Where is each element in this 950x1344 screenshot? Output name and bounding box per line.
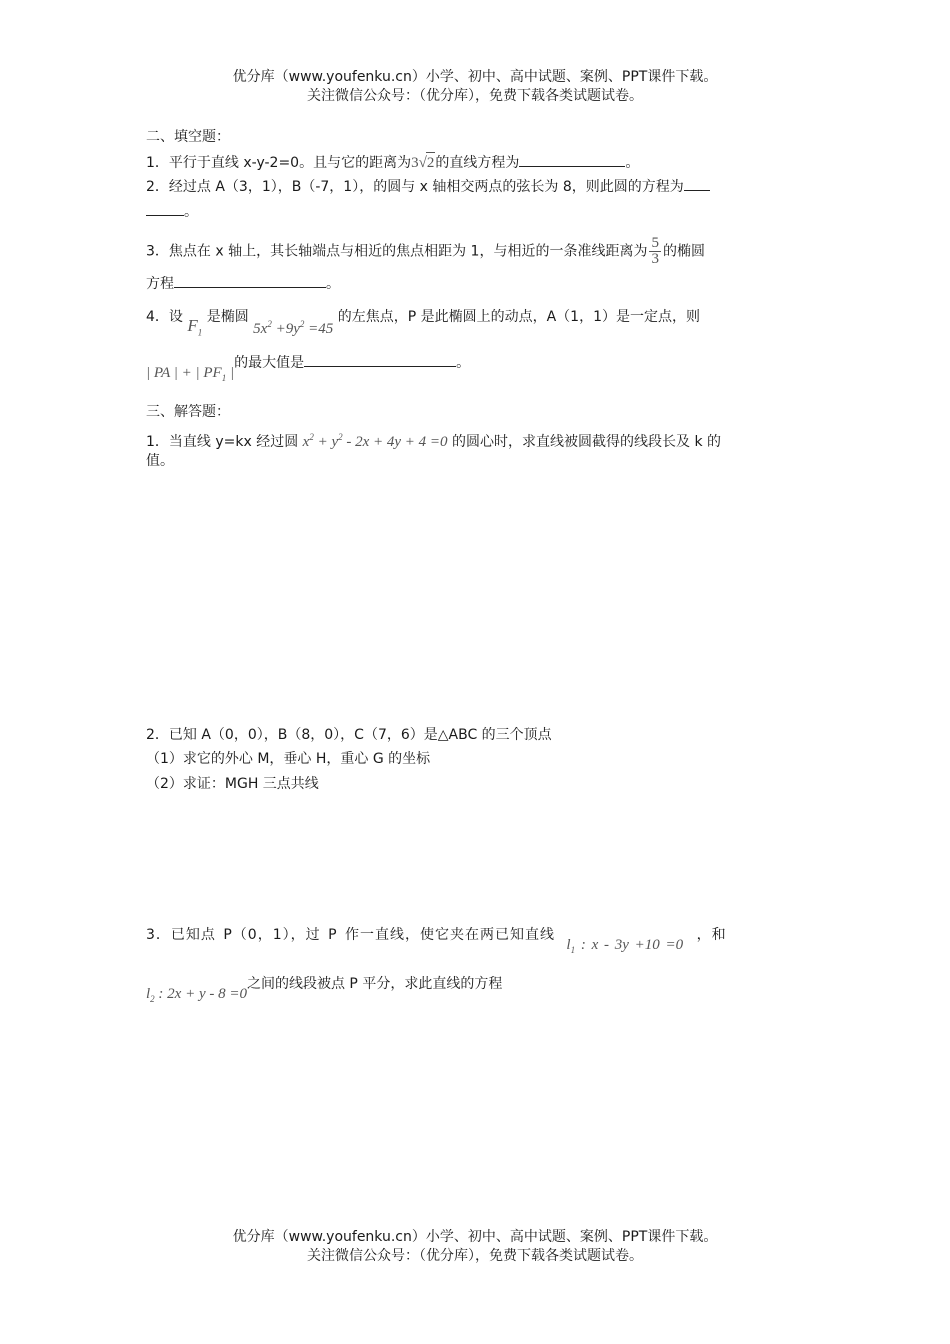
- fill-question-2-cont: 。: [146, 202, 198, 222]
- section-2-title: 二、填空题：: [146, 129, 230, 145]
- answer-blank[interactable]: [519, 153, 625, 167]
- fill-question-1: 1．平行于直线 x-y-2=0。且与它的距离为3√2的直线方程为 。: [146, 152, 639, 173]
- header-line-2: 关注微信公众号：（优分库），免费下载各类试题试卷。: [307, 88, 643, 104]
- math-line-l2: $l_2$ : 2x + y - 8 =0: [146, 986, 247, 1004]
- solve-question-1-cont: 值。: [146, 453, 174, 469]
- math-fraction-5-3: $\frac{5}{3}$: [651, 235, 659, 267]
- solve-question-2-part-2: （2）求证：MGH 三点共线: [146, 776, 319, 792]
- math-line-l1: $l_1$ : x - 3y +10 =0: [566, 937, 684, 955]
- answer-blank[interactable]: [684, 177, 710, 191]
- math-PA-PF1: | PA | + | $PF_1$ |: [146, 365, 235, 383]
- fill-question-3: 3．焦点在 x 轴上，其长轴端点与相近的焦点相距为 1，与相近的一条准线距离为 $\frac{5}{3}$ 的椭圆: [146, 235, 705, 267]
- math-F1: $F_1$: [187, 316, 203, 338]
- solve-question-2: 2．已知 A（0，0），B（8，0），C（7，6）是△ABC 的三个顶点: [146, 727, 552, 743]
- header-line-1: 优分库（www.youfenku.cn）小学、初中、高中试题、案例、PPT课件下载。: [232, 69, 718, 85]
- fill-question-4-cont: | PA | + | $PF_1$ |的最大值是 。: [146, 355, 471, 383]
- solve-question-3-cont: $l_2$ : 2x + y - 8 =0之间的线段被点 P 平分，求此直线的方程: [146, 976, 503, 1004]
- math-circle-equation: $x^2 + y^2 - 2x + 4y + 4 =0$: [302, 432, 448, 450]
- fill-question-2: 2．经过点 A（3，1），B（-7，1），的圆与 x 轴相交两点的弦长为 8，则此圆的方程为: [146, 177, 710, 197]
- footer-line-1: 优分库（www.youfenku.cn）小学、初中、高中试题、案例、PPT课件下载。: [232, 1229, 718, 1245]
- answer-blank[interactable]: [304, 353, 456, 367]
- section-3-title: 三、解答题：: [146, 404, 230, 420]
- math-ellipse-equation: $5x^2 +9y^2 =45$: [253, 319, 334, 337]
- answer-blank[interactable]: [174, 274, 326, 288]
- answer-blank[interactable]: [146, 202, 184, 216]
- solve-question-2-part-1: （1）求它的外心 M，垂心 H，重心 G 的坐标: [146, 751, 431, 767]
- footer-line-2: 关注微信公众号：（优分库），免费下载各类试题试卷。: [307, 1248, 643, 1264]
- math-3sqrt2: 3√2: [411, 155, 435, 171]
- fill-question-3-cont: 方程 。: [146, 276, 340, 292]
- fill-question-4: 4．设 $F_1$ 是椭圆 $5x^2 +9y^2 =45$ 的左焦点，P 是此椭圆上的动点，A（1，1）是一定点，则: [146, 309, 700, 338]
- solve-question-1: 1．当直线 y=kx 经过圆 $x^2 + y^2 - 2x + 4y + 4 =0$ 的圆心时，求直线被圆截得的线段长及 k 的: [146, 432, 722, 450]
- solve-question-3: 3．已知点 P（0，1），过 P 作一直线，使它夹在两已知直线 $l_1$ : x - 3y +10 =0 ，和: [146, 927, 727, 955]
